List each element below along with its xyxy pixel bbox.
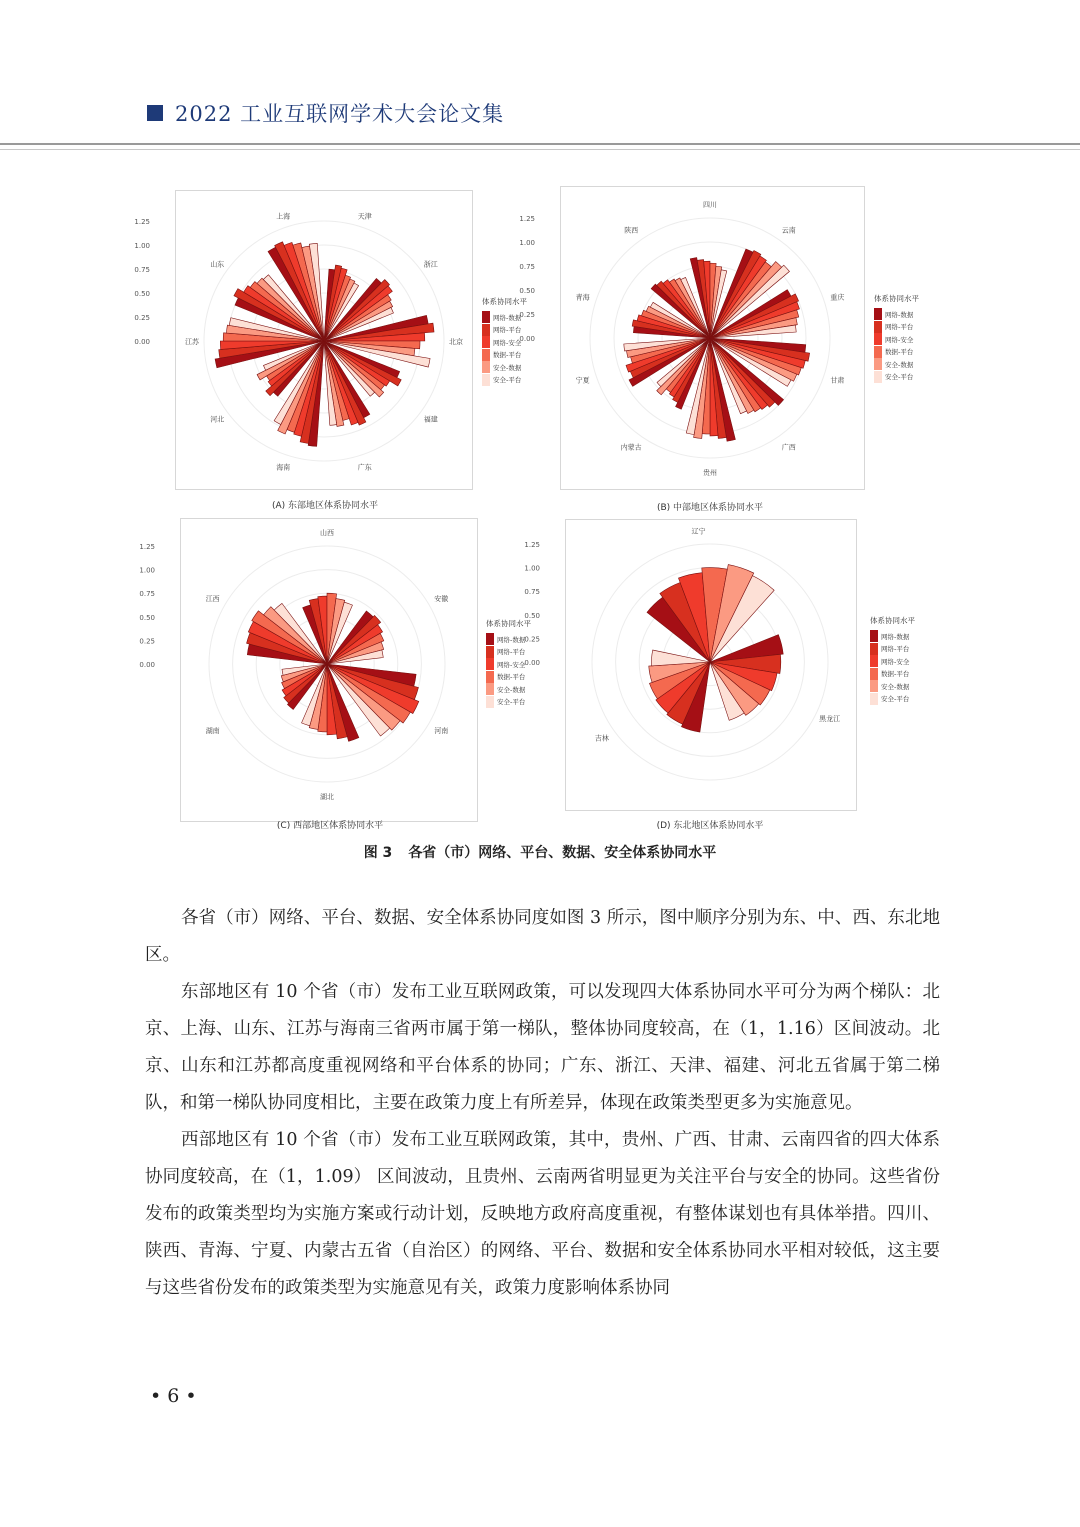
legend-label: 数据-平台	[493, 351, 522, 360]
legend-label: 安全-平台	[885, 373, 914, 382]
legend-entry	[870, 643, 915, 656]
region-label: 四川	[703, 201, 717, 209]
region-label: 山东	[210, 260, 225, 269]
legend-label: 安全-数据	[493, 363, 522, 372]
chart-caption: (D) 东北地区体系协同水平	[656, 821, 764, 831]
y-tick-label: 0.25	[524, 635, 540, 644]
figure-title: 各省（市）网络、平台、数据、安全体系协同水平	[408, 845, 717, 861]
legend-swatch	[870, 680, 878, 692]
y-tick-label: 0.75	[519, 263, 535, 271]
legend-label: 安全-平台	[493, 376, 522, 385]
legend-entry	[870, 680, 915, 693]
figure-number: 图 3	[363, 845, 393, 861]
y-tick-label: 0.25	[134, 314, 150, 322]
legend-label: 安全-平台	[497, 698, 526, 707]
region-label: 山西	[320, 529, 334, 537]
region-label: 黑龙江	[819, 714, 841, 723]
legend-title: 体系协同水平	[874, 294, 919, 303]
region-label: 安徽	[434, 595, 449, 603]
legend-label: 数据-平台	[881, 670, 910, 679]
legend-label: 数据-平台	[885, 348, 914, 357]
chart-caption: (C) 西部地区体系协同水平	[276, 821, 384, 831]
region-label: 河南	[434, 727, 449, 735]
region-label: 内蒙古	[620, 443, 642, 452]
legend-label: 网络-平台	[493, 326, 522, 335]
legend-swatch	[870, 630, 878, 642]
region-label: 天津	[357, 212, 372, 221]
y-tick-label: 1.00	[519, 239, 535, 247]
region-label: 湖北	[320, 793, 334, 801]
legend-entry	[870, 655, 915, 668]
region-label: 贵州	[703, 469, 717, 477]
y-tick-label: 1.00	[139, 566, 155, 575]
region-label: 北京	[449, 338, 463, 346]
region-label: 宁夏	[575, 376, 590, 385]
paragraph: 各省（市）网络、平台、数据、安全体系协同度如图 3 所示，图中顺序分别为东、中、西、东北地区。	[145, 908, 940, 965]
paragraph: 西部地区有 10 个省（市）发布工业互联网政策，其中，贵州、广西、甘肃、云南四省的四大体系协同度较高，在（1，1.09） 区间波动，且贵州、云南两省明显更为关注平台与安全的协同。这些省份发布的政策类型均为实施方案或行动计划，反映地方政府高度重视，有整体谋划也有具体举措。四川、陕西、青海、宁夏、内蒙古五省（自治区）的网络、平台、数据和安全体系协同水平相对较低，这主要与这些省份发布的政策类型为实施意见有关，政策力度影响体系协同	[145, 1130, 940, 1298]
region-label: 广西	[781, 443, 796, 452]
y-tick-label: 1.25	[139, 543, 155, 551]
page-number: • 6 •	[150, 1385, 197, 1407]
legend-swatch	[870, 643, 878, 655]
legend-label: 网络-数据	[497, 635, 526, 644]
y-tick-label: 0.00	[519, 335, 535, 343]
region-label: 辽宁	[691, 527, 706, 536]
legend-label: 网络-安全	[881, 657, 910, 666]
region-label: 江苏	[185, 338, 199, 346]
chart-caption: (B) 中部地区体系协同水平	[656, 503, 764, 513]
region-label: 青海	[575, 293, 590, 302]
y-tick-label: 1.25	[519, 215, 535, 223]
legend-swatch	[870, 668, 878, 680]
y-tick-label: 0.25	[519, 311, 535, 319]
region-label: 广东	[357, 463, 372, 472]
legend-label: 网络-平台	[885, 323, 914, 332]
legend-swatch	[870, 693, 878, 705]
y-tick-label: 0.75	[134, 266, 150, 274]
legend-title: 体系协同水平	[486, 619, 531, 628]
legend-entry	[870, 630, 915, 643]
legend-label: 安全-数据	[497, 685, 526, 694]
y-tick-label: 0.75	[524, 588, 540, 597]
legend-label: 网络-数据	[885, 310, 914, 319]
y-tick-label: 0.00	[139, 661, 155, 669]
legend-label: 网络-数据	[493, 313, 522, 322]
legend-label: 网络-安全	[493, 338, 522, 347]
y-tick-label: 1.25	[524, 541, 540, 549]
legend-label: 数据-平台	[497, 673, 526, 682]
legend-swatch	[870, 655, 878, 667]
y-tick-label: 0.00	[134, 338, 150, 346]
region-label: 海南	[276, 463, 291, 472]
legend-label: 网络-平台	[497, 648, 526, 657]
legend-title: 体系协同水平	[870, 616, 915, 625]
paragraph: 东部地区有 10 个省（市）发布工业互联网政策，可以发现四大体系协同水平可分为两个梯队：北京、上海、山东、江苏与海南三省两市属于第一梯队，整体协同度较高，在（1，1.16）区间波动。北京、山东和江苏都高度重视网络和平台体系的协同；广东、浙江、天津、福建、河北五省属于第二梯队，和第一梯队协同度相比，主要在政策力度上有所差异，体现在政策类型更多为实施意见。	[145, 982, 940, 1113]
region-label: 上海	[276, 212, 291, 221]
legend-label: 安全-数据	[885, 360, 914, 369]
legend-label: 网络-安全	[885, 335, 914, 344]
region-label: 福建	[423, 415, 438, 424]
header-title: 2022 工业互联网学术大会论文集	[175, 102, 505, 126]
y-tick-label: 1.25	[134, 218, 150, 226]
region-label: 陕西	[624, 226, 639, 235]
legend-label: 网络-平台	[881, 645, 910, 654]
legend-entry	[870, 693, 915, 706]
figure-caption	[0, 842, 1080, 862]
y-tick-label: 0.75	[139, 590, 155, 599]
y-tick-label: 0.25	[139, 637, 155, 646]
region-label: 湖南	[205, 727, 220, 735]
y-tick-label: 0.50	[519, 287, 535, 295]
y-tick-label: 1.00	[524, 564, 540, 573]
chart-caption: (A) 东部地区体系协同水平	[271, 501, 379, 511]
y-tick-label: 1.00	[134, 242, 150, 250]
y-tick-label: 0.50	[139, 613, 155, 622]
region-label: 吉林	[594, 734, 609, 743]
y-tick-label: 0.50	[134, 290, 150, 298]
legend-label: 网络-安全	[497, 660, 526, 669]
legend-label: 安全-平台	[881, 695, 910, 704]
legend-label: 网络-数据	[881, 632, 910, 641]
legend-entry	[870, 668, 915, 681]
region-label: 云南	[781, 226, 796, 235]
body-text	[145, 900, 940, 1307]
legend-label: 安全-数据	[881, 682, 910, 691]
region-label: 浙江	[423, 260, 438, 269]
region-label: 甘肃	[830, 376, 845, 385]
chart-legend	[870, 615, 915, 705]
y-tick-label: 0.50	[524, 611, 540, 620]
region-label: 重庆	[830, 293, 845, 302]
region-label: 江西	[205, 595, 220, 603]
y-tick-label: 0.00	[524, 659, 540, 667]
legend-title: 体系协同水平	[482, 297, 527, 306]
region-label: 河北	[210, 415, 225, 424]
